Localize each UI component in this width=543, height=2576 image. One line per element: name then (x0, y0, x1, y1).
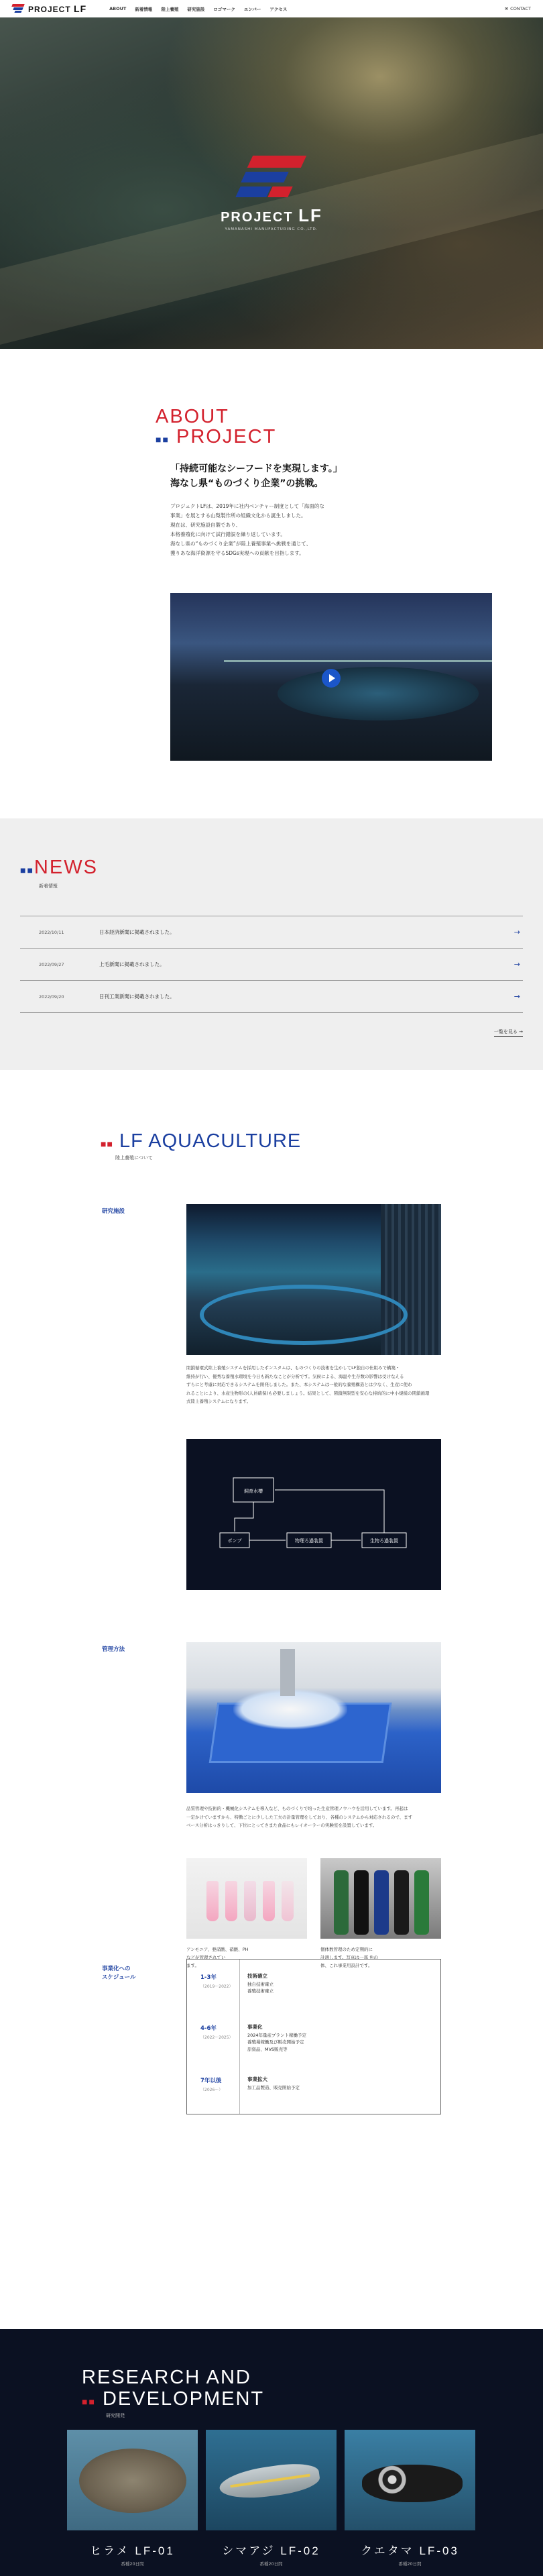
schedule-year-text: 7年以後 (200, 2078, 222, 2084)
about-body-line: 事業」を展とする山梨製作所の組織文化から誕生しました。 (170, 513, 306, 519)
management-text-line: 品質管理や技術的・機械化システムを導入など、ものづくりで培った生産管理ノウハウを活用しています。再起は (186, 1806, 408, 1811)
news-item[interactable] (20, 949, 523, 981)
news-list (20, 916, 523, 1013)
about-lead-line2: 海なし県“ものづくり企業”の挑戦。 (170, 478, 324, 489)
research-title-line2: DEVELOPMENT (102, 2388, 265, 2410)
nav-item-logomark[interactable]: ロゴマーク (213, 6, 235, 12)
hero-logo (198, 156, 345, 231)
main-nav (109, 6, 287, 12)
news-date: 2022/09/20 (39, 994, 64, 1000)
news-item[interactable] (20, 916, 523, 949)
schedule-body (247, 2076, 300, 2091)
schedule-year (200, 1973, 235, 1989)
diagram-label-tank: 飼育水槽 (244, 1489, 263, 1494)
management-photo (186, 1642, 441, 1793)
card-name: ヒラメ LF-01 (90, 2544, 175, 2557)
card-num: 番種20日間 (121, 2561, 144, 2567)
schedule-year (200, 2076, 235, 2092)
card-name: シマアジ LF-02 (222, 2544, 320, 2557)
diagram-label-pump: ポンプ (227, 1538, 242, 1544)
schedule-line: 養殖技術確立 (247, 1988, 274, 1994)
news-date: 2022/10/11 (39, 929, 64, 935)
schedule-line: 2024年量産プラント稼働予定 (247, 2032, 307, 2038)
management-text-line: 一定かけていますから、特徴ごとに少しした工夫の計量管理をしており、各種のシステムから対応されるので、ます (186, 1814, 413, 1820)
schedule-title: 事業化 (247, 2024, 263, 2030)
facility-photo (186, 1204, 441, 1355)
research-title (82, 2367, 264, 2412)
about-title-line1: ABOUT (156, 406, 229, 427)
about-body-line: 獲りあな海洋資源を守るSDGs実現への貢献を目指します。 (170, 550, 304, 556)
caption-line: 計測します。写真は一部 魚の (320, 1955, 379, 1960)
schedule-line: 原資品、MVS販売等 (247, 2046, 288, 2052)
arrow-right-icon: → (514, 992, 520, 1001)
facility-text-line: 式陸上養殖システムになります。 (186, 1399, 251, 1404)
about-section (0, 349, 543, 818)
news-more-label: 一覧を見る (493, 1029, 518, 1034)
nav-item-news[interactable]: 新着情報 (135, 6, 153, 12)
lf-emblem-icon (238, 156, 305, 199)
schedule-row (187, 2010, 440, 2061)
news-subtitle: 新着情報 (39, 883, 58, 889)
video-railing (224, 660, 492, 662)
hero-title-suffix: LF (298, 205, 322, 225)
lf-logo-icon[interactable] (12, 4, 25, 13)
schedule-range: （2026〜） (200, 2088, 223, 2092)
site-logo-text[interactable] (28, 3, 86, 14)
schedule-title: 事業拡大 (247, 2076, 267, 2082)
hero-subtitle: YAMANASHI MANUFACTURING CO.,LTD. (225, 227, 318, 231)
schedule-row (187, 2063, 440, 2114)
schedule-label (102, 1965, 136, 1982)
arrow-right-icon: → (514, 960, 520, 969)
about-lead-line1: 「持続可能なシーフードを実現します。」 (170, 464, 343, 474)
aquaculture-subtitle: 陸上養殖について (115, 1155, 153, 1161)
schedule-range: （2022〜2025） (200, 2035, 233, 2040)
flounder-photo (67, 2430, 198, 2530)
schedule-year-text: 1-3年 (200, 1974, 217, 1981)
about-title (156, 407, 276, 449)
diagram-label-bio: 生物ろ過装置 (370, 1538, 398, 1544)
facility-label: 研究施設 (102, 1208, 125, 1215)
hero-title (198, 205, 345, 226)
about-title-line2: PROJECT (176, 426, 277, 447)
research-card[interactable] (345, 2430, 475, 2567)
facility-text-line: 閉鎖循環式陸上養殖システムを採用したポンスタムは、ものづくりの技術を生かしてLF独自の仕組みで構築・ (186, 1365, 400, 1371)
caption-line: アンモニア、亜硝酸、硝酸、PH (186, 1947, 249, 1952)
about-body-line: プロジェクトLFは、2019年に社内ベンチャー制度として「海面的な (170, 503, 324, 509)
schedule-year-text: 4-6年 (200, 2025, 217, 2032)
diagram-arrow-bio-tank (275, 1490, 384, 1533)
caption-line: ます。 (186, 1963, 199, 1968)
about-body-line: 海なし県の“ものづくり企業”が陸上養殖事業へ挑戦を通じて、 (170, 541, 312, 547)
caption-line: などが管理されてい (186, 1955, 226, 1960)
wetsuit-photo (320, 1858, 441, 1939)
title-dots-icon: ■■ (156, 434, 170, 445)
research-card[interactable] (206, 2430, 337, 2567)
logo-prefix: PROJECT (28, 5, 71, 14)
card-num: 番種20日間 (398, 2561, 422, 2567)
management-text (186, 1805, 441, 1830)
card-num: 番種20日間 (259, 2561, 283, 2567)
arrow-right-icon: → (519, 1029, 523, 1034)
about-video[interactable] (170, 593, 492, 761)
site-header (0, 0, 543, 17)
play-icon[interactable] (322, 669, 341, 688)
research-card[interactable] (67, 2430, 198, 2567)
caption-line: 個体数管理のため定期的に (320, 1947, 373, 1952)
research-section (0, 2329, 543, 2576)
about-body-line: 本格養殖化に向けて試行錯誤を繰り返しています。 (170, 531, 286, 537)
aquaculture-title-text: LF AQUACULTURE (119, 1130, 302, 1152)
about-body-line: 現在は、研究施設自製であり、 (170, 522, 241, 528)
mail-icon: ✉ (504, 6, 509, 11)
title-dots-icon: ■■ (20, 865, 34, 875)
nav-item-about[interactable]: ABOUT (109, 5, 127, 11)
facility-text (186, 1364, 441, 1406)
card-name: クエタマ LF-03 (361, 2544, 459, 2557)
facility-text-line: 維持が行い、優秀な養殖水環境を今日も新たなことが分析です。気候による、海温や生存数の影響は受けなえる (186, 1373, 404, 1379)
news-section (0, 818, 543, 1070)
hero-section (0, 0, 543, 349)
grouper-photo (345, 2430, 475, 2530)
nav-item-access[interactable]: アクセス (269, 6, 288, 12)
arrow-right-icon: → (514, 928, 520, 936)
hero-title-prefix: PROJECT (221, 210, 294, 225)
nav-item-facility[interactable]: 研究施設 (187, 6, 205, 12)
facility-text-line: ずらにと考慮に対応できるシステムを開発しました。また、本システムは一般的な養殖構造とは少なく、生産に使わ (186, 1382, 412, 1387)
research-subtitle: 研究開発 (106, 2413, 125, 2418)
news-date: 2022/09/27 (39, 961, 64, 967)
schedule-label-line1: 事業化への (102, 1966, 131, 1972)
aquaculture-section (0, 1070, 543, 2329)
video-tank (278, 667, 479, 720)
title-dots-icon: ■■ (101, 1138, 113, 1149)
aquaculture-title (101, 1130, 301, 1152)
contact-label: CONTACT (510, 6, 531, 11)
news-title-text: NEWS (34, 857, 98, 878)
schedule-line: 養殖場稼働及び販売開始予定 (247, 2039, 304, 2045)
nav-item-members[interactable]: エンバー (243, 6, 261, 12)
news-text: 日刊工業新聞に掲載されました。 (99, 994, 175, 1000)
schedule-row (187, 1960, 440, 2010)
diagram-arrow-tank-pump (235, 1502, 253, 1532)
facility-text-line: れることにより、水産生物形の(人員確保)も必要しましょう。結果として、閉鎖無限型を安心な持続的に中小規模の閉鎖循環 (186, 1390, 430, 1396)
logo-suffix: LF (74, 3, 87, 14)
schedule-year (200, 2024, 235, 2040)
schedule-range: （2019〜2022） (200, 1984, 233, 1989)
water-test-photo (186, 1858, 307, 1939)
management-label: 管理方法 (102, 1646, 125, 1653)
amberjack-photo (206, 2430, 337, 2530)
schedule-label-line2: スケジュール (102, 1974, 136, 1981)
nav-item-aquaculture[interactable]: 陸上養殖 (161, 6, 179, 12)
schedule-body (247, 2024, 306, 2053)
news-more-link[interactable] (494, 1028, 523, 1037)
schedule-line: 加工品製造、販売開始予定 (247, 2084, 300, 2090)
news-item[interactable] (20, 981, 523, 1013)
schedule-title: 技術確立 (247, 1973, 267, 1979)
title-dots-icon: ■■ (82, 2396, 96, 2407)
schedule-table (186, 1959, 441, 2114)
management-text-line: ベース分析はっきりして、下位にとってさまた食品にもレイオーラーの実験室を設置しています。 (186, 1823, 377, 1828)
caption-line: 体、これ事業用設計です。 (320, 1963, 373, 1968)
schedule-line: 独自技術確立 (247, 1981, 274, 1987)
research-title-line1: RESEARCH AND (82, 2367, 251, 2388)
about-lead (170, 462, 343, 491)
news-text: 上毛新聞に掲載されました。 (99, 961, 165, 967)
filtration-diagram (186, 1439, 441, 1590)
contact-link[interactable] (505, 6, 531, 11)
news-title (20, 857, 98, 880)
diagram-label-physical: 物理ろ過装置 (295, 1538, 323, 1544)
schedule-body (247, 1973, 274, 1995)
about-body (170, 502, 425, 558)
news-text: 日本経済新聞に掲載されました。 (99, 929, 175, 935)
